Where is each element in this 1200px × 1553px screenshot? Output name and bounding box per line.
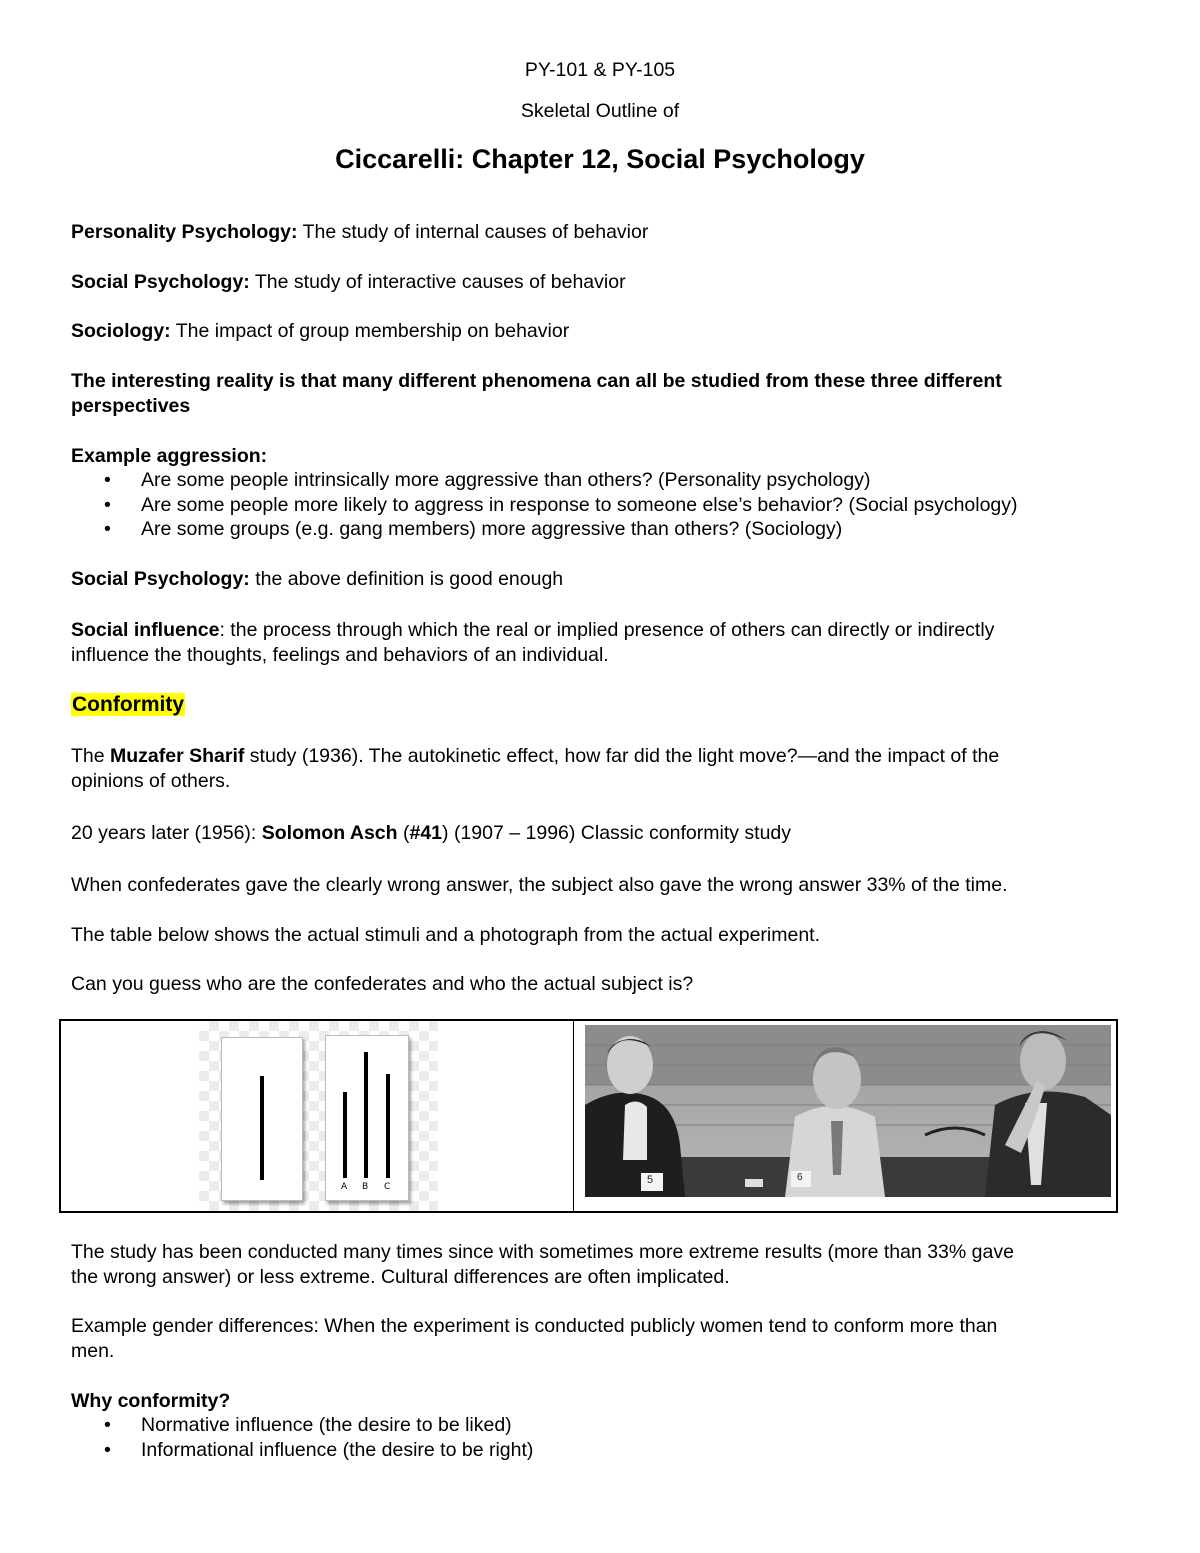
term-social-2: Social Psychology: <box>71 568 250 590</box>
page-title: Ciccarelli: Chapter 12, Social Psychology <box>335 144 865 174</box>
gender-paragraph-line2: men. <box>71 1340 115 1362</box>
definition-sociology <box>71 319 1140 344</box>
bullet-icon: • <box>104 1414 111 1436</box>
study-paragraph-line1: The study has been conducted many times since with sometimes more extreme results (more than 33% gave <box>71 1241 1014 1263</box>
table-intro-paragraph: The table below shows the actual stimuli and a photograph from the actual experiment. <box>71 924 821 946</box>
bullet-icon: • <box>104 469 111 491</box>
placard-number: 5 <box>647 1174 654 1186</box>
reference-line <box>260 1076 264 1180</box>
list-item: • Are some groups (e.g. gang members) more aggressive than others? (Sociology) <box>104 518 843 540</box>
confederates-paragraph: When confederates gave the clearly wrong answer, the subject also gave the wrong answer 33% of the time. <box>71 874 1008 896</box>
asch-experiment-photo <box>585 1025 1111 1197</box>
asch-stimuli-image <box>199 1021 438 1211</box>
term-social-influence: Social influence <box>71 619 220 641</box>
list-item: • Informational influence (the desire to be right) <box>104 1438 534 1461</box>
comparison-card <box>325 1035 409 1201</box>
comparison-line-b <box>364 1052 368 1178</box>
term-sociology: Sociology: <box>71 320 171 342</box>
comparison-line-c <box>386 1074 390 1178</box>
placard-number: 6 <box>797 1172 803 1183</box>
bullet-icon: • <box>104 518 111 540</box>
definition-personality <box>71 220 1140 245</box>
course-code: PY-101 & PY-105 <box>524 59 676 81</box>
why-conformity-heading: Why conformity? <box>71 1390 231 1412</box>
term-social: Social Psychology: <box>71 271 250 293</box>
asch-line: 20 years later (1956): Solomon Asch (#41) (1907 – 1996) Classic conformity study <box>71 822 792 844</box>
social-influence-line1: Social influence: the process through which the real or implied presence of others can directly or indirectly <box>71 619 995 641</box>
comparison-line-a <box>343 1092 347 1178</box>
study-paragraph-line2: the wrong answer) or less extreme. Cultural differences are often implicated. <box>71 1266 730 1288</box>
definition-social-2 <box>71 567 1140 592</box>
perspectives-note-line2: perspectives <box>71 395 191 417</box>
label-a: A <box>341 1182 348 1192</box>
bullet-icon: • <box>104 1438 111 1461</box>
text-social-2: the above definition is good enough <box>249 568 564 590</box>
asch-name: Solomon Asch <box>261 822 398 844</box>
guess-paragraph: Can you guess who are the confederates and who the actual subject is? <box>71 973 694 995</box>
text-sociology: The impact of group membership on behavior <box>170 320 570 342</box>
text-personality: The study of internal causes of behavior <box>297 221 649 243</box>
asch-number: #41 <box>409 822 443 844</box>
label-c: C <box>384 1182 391 1192</box>
label-b: B <box>362 1182 369 1192</box>
definition-social <box>71 270 1140 295</box>
aggression-list <box>71 468 1018 542</box>
list-item: • Normative influence (the desire to be liked) <box>104 1414 512 1436</box>
conformity-heading <box>71 692 1140 718</box>
term-personality: Personality Psychology: <box>71 221 298 243</box>
perspectives-note-line1: The interesting reality is that many different phenomena can all be studied from these three different <box>71 370 1002 392</box>
table-divider <box>573 1021 574 1211</box>
bullet-icon: • <box>104 493 111 516</box>
sharif-line2: opinions of others. <box>71 770 231 792</box>
outline-subtitle: Skeletal Outline of <box>520 100 680 122</box>
figure-table <box>59 1019 1118 1213</box>
social-influence-line2: influence the thoughts, feelings and behaviors of an individual. <box>71 644 609 666</box>
list-item: • Are some people intrinsically more aggressive than others? (Personality psychology) <box>104 469 871 491</box>
reference-card <box>221 1037 303 1201</box>
list-item: • Are some people more likely to aggress in response to someone else’s behavior? (Social psychology) <box>104 493 1018 516</box>
text-social: The study of interactive causes of behavior <box>249 271 626 293</box>
photo-illustration <box>585 1025 1111 1197</box>
sharif-line1: The Muzafer Sharif study (1936). The autokinetic effect, how far did the light move?—and the impact of the <box>71 745 1000 767</box>
conformity-highlight: Conformity <box>72 693 184 716</box>
sharif-name: Muzafer Sharif <box>110 745 245 767</box>
gender-paragraph-line1: Example gender differences: When the experiment is conducted publicly women tend to conform more than <box>71 1315 998 1337</box>
aggression-heading: Example aggression: <box>71 445 268 467</box>
why-conformity-list <box>71 1413 533 1462</box>
